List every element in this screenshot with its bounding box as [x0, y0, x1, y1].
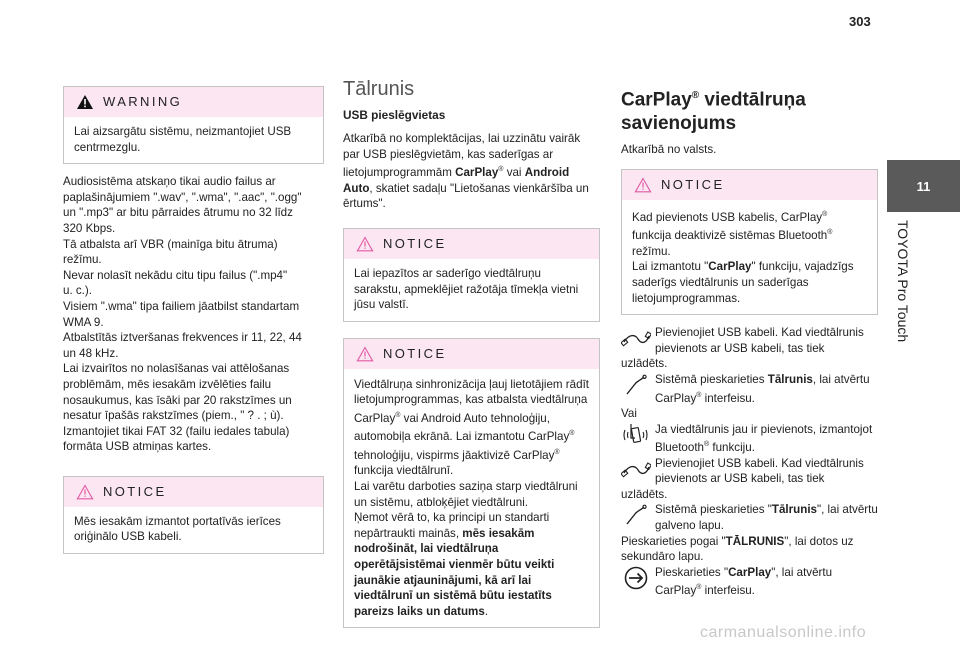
step-text: Pievienojiet USB kabeli. Kad viedtālrunis pievienots ar USB kabeli, tas tiek — [655, 326, 864, 355]
audio-formats-text — [63, 174, 324, 455]
body-line: Nevar nolasīt nekādu citu tipu failus (".mp4" — [63, 268, 288, 282]
warning-icon — [76, 94, 94, 110]
body-line: nesatur īpašās rakstzīmes (piem., " ? . ; ù). — [63, 409, 284, 423]
notice-header — [64, 477, 323, 507]
warning-box — [63, 86, 324, 164]
notice-text: Lai iepazītos ar saderīgo viedtālruņu sarakstu, apmeklējiet ražotāja tīmekļa vietni jūsu valstī. — [354, 267, 579, 312]
step-bluetooth — [621, 422, 878, 456]
body-line: režīmu. — [63, 253, 102, 267]
usb-ports-heading: USB pieslēgvietas — [343, 107, 446, 122]
notice-icon — [356, 346, 374, 362]
warning-header — [64, 87, 323, 117]
step-text: Sistēmā pieskarieties "Tālrunis", lai atvērtu galveno lapu. — [655, 503, 878, 533]
notice-title: NOTICE — [661, 177, 725, 193]
column-2 — [343, 78, 600, 628]
notice-title: NOTICE — [103, 484, 167, 500]
notice-unlock-text: Lai varētu darboties saziņa starp viedtālruni un sistēmu, atbloķējiet viedtālruni. — [354, 479, 578, 509]
notice-text: Mēs iesakām izmantot portatīvās ierīces oriģinālo USB kabeli. — [74, 514, 281, 544]
chapter-side-label — [893, 220, 913, 370]
body-line: Lai izvairītos no nolasīšanas vai attēlošanas — [63, 362, 290, 376]
notice-icon — [76, 484, 94, 500]
warning-title: WARNING — [103, 94, 183, 110]
step-phone-button: Pieskarieties pogai "TĀLRUNIS", lai dotos uz sekundāro lapu. — [621, 534, 854, 564]
step-text-cont: uzlādēts. — [621, 487, 668, 501]
usb-ports-text: Atkarībā no komplektācijas, lai uzzinātu vairāk par USB pieslēgvietām, kas saderīgas ar lietojumprogrammām CarPlay® vai Android Auto, skatiet sadaļu "Lietošanas vienkāršība un ērtums". — [343, 132, 589, 211]
body-line: WMA 9. — [63, 315, 104, 329]
notice-update-text: Ņemot vērā to, ka principi un standarti nepārtraukti mainās, mēs iesakām nodrošināt, lai viedtālruņa operētājsistēmai vienmēr būtu veikti jaunākie atjauninājumi, kā arī lai viedtālrunī un sistēmā būtu iestatīts pareizs laiks un datums. — [354, 511, 555, 618]
notice-header — [622, 170, 877, 200]
usb-cable-icon — [621, 456, 651, 482]
step-usb-1 — [621, 325, 878, 356]
steps — [621, 325, 878, 599]
notice-box-2 — [343, 228, 600, 322]
notice-title: NOTICE — [383, 346, 447, 361]
phone-wireless-icon — [621, 422, 651, 448]
step-text: Pieskarieties "CarPlay", lai atvērtu CarPlay® interfeisu. — [655, 565, 833, 598]
step-text-cont: uzlādēts. — [621, 357, 668, 371]
section-title-carplay: CarPlay® viedtālruņa savienojums — [621, 89, 806, 135]
step-usb-2 — [621, 456, 878, 487]
step-touch-2 — [621, 502, 878, 533]
notice-sync-text: Viedtālruņa sinhronizācija ļauj lietotājiem rādīt lietojumprogrammas, kas atbalsta viedtālruņa CarPlay® vai Android Auto tehnoloģiju, automobiļa ekrānā. Lai izmantotu CarPlay® tehnoloģiju, vispirms jāaktivizē CarPlay® funkcija viedtālrunī. — [354, 377, 590, 478]
body-line: nosaukumus, kas īsāki par 20 rakstzīmes un — [63, 393, 292, 407]
notice-box-4 — [621, 169, 878, 315]
body-line: Visiem ".wma" tipa failiem jāatbilst standartam — [63, 299, 300, 313]
notice-header — [344, 339, 599, 369]
body-line: problēmām, mēs iesakām izvēlēties failu — [63, 377, 272, 391]
notice-box-3 — [343, 338, 600, 628]
body-line: Tā atbalsta arī VBR (mainīga bitu ātruma) — [63, 237, 278, 251]
body-line: Audiosistēma atskaņo tikai audio failus ar — [63, 175, 276, 189]
notice-text-2: Lai izmantotu "CarPlay" funkciju, vajadzīgs saderīgs viedtālrunis un saderīgas lietojumprogrammas. — [632, 260, 854, 305]
body-line: formāta USB atmiņas kartes. — [63, 440, 212, 454]
touch-icon — [621, 372, 651, 398]
carplay-intro: Atkarībā no valsts. — [621, 143, 717, 157]
notice-box-1 — [63, 476, 324, 554]
body-line: Izmantojiet tikai FAT 32 (failu iedales tabula) — [63, 424, 290, 438]
body-line: paplašinājumiem ".wav", ".wma", ".aac", ".ogg" — [63, 190, 302, 204]
notice-icon — [634, 177, 652, 193]
body-line: Atbalstītās iztveršanas frekvences ir 11, 22, 44 — [63, 331, 302, 345]
chapter-tab: 11 — [887, 160, 960, 212]
body-line: 320 Kbps. — [63, 221, 116, 235]
body-line: un 48 kHz. — [63, 346, 119, 360]
column-3 — [621, 84, 878, 599]
body-line: un ".mp3" ar bitu pārraides ātrumu no 32 līdz — [63, 206, 293, 220]
next-arrow-icon — [621, 565, 651, 591]
body-line: u. c.). — [63, 284, 92, 298]
or-text: Vai — [621, 407, 637, 421]
warning-text: Lai aizsargātu sistēmu, neizmantojiet USB centrmezglu. — [74, 125, 292, 154]
touch-icon — [621, 502, 651, 528]
column-1 — [63, 86, 324, 554]
step-text: Ja viedtālrunis jau ir pievienots, izmantojot Bluetooth® funkciju. — [655, 422, 873, 455]
step-text: Pievienojiet USB kabeli. Kad viedtālrunis pievienots ar USB kabeli, tas tiek — [655, 456, 864, 486]
notice-icon — [356, 236, 374, 252]
watermark: carmanualsonline.info — [700, 624, 867, 641]
usb-cable-icon — [621, 325, 651, 351]
notice-text: Kad pievienots USB kabelis, CarPlay® funkcija deaktivizē sistēmas Bluetooth® režīmu. — [632, 210, 833, 258]
section-title-phone: Tālrunis — [343, 78, 415, 100]
page-number: 303 — [849, 14, 871, 29]
step-next — [621, 565, 878, 599]
step-text: Sistēmā pieskarieties Tālrunis, lai atvērtu CarPlay® interfeisu. — [655, 372, 870, 405]
notice-header — [344, 229, 599, 259]
side-label-text: TOYOTA Pro Touch — [895, 220, 911, 343]
notice-title: NOTICE — [383, 236, 447, 252]
step-touch-1 — [621, 372, 878, 406]
